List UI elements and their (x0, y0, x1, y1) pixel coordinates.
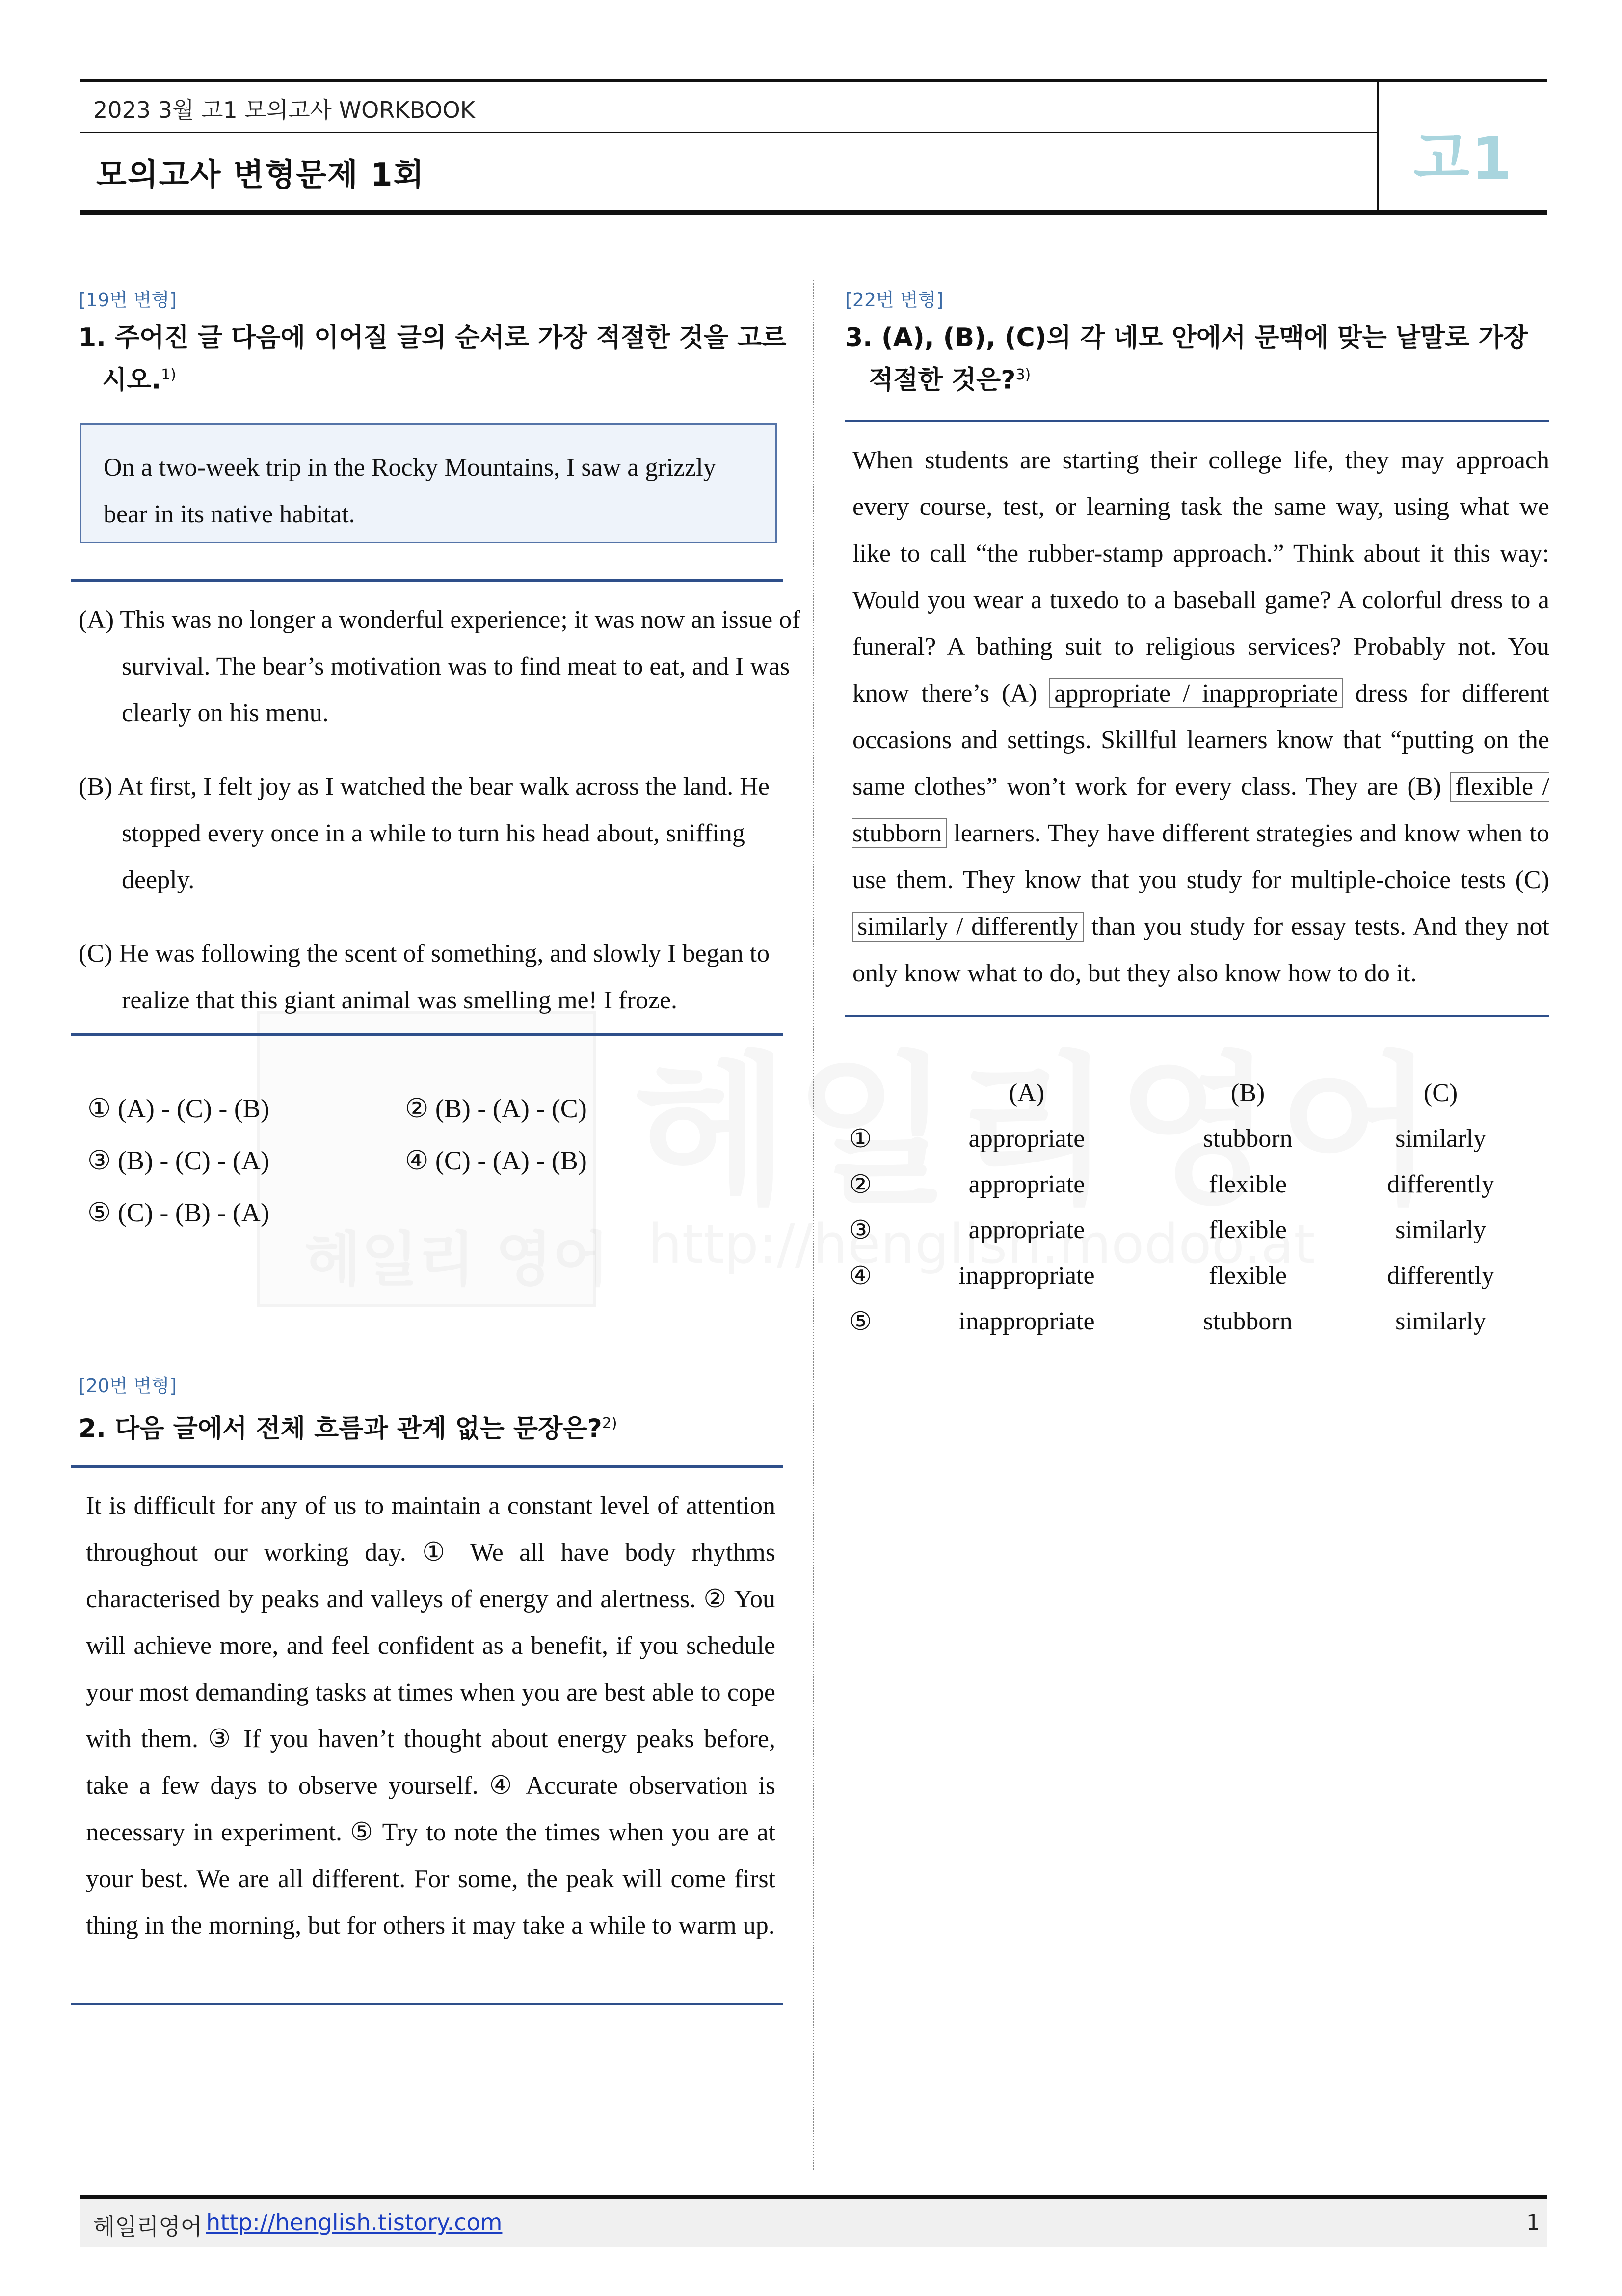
q3-header-a: (A) (1009, 1079, 1045, 1107)
q1-choice-1[interactable]: ① (A) - (C) - (B) (87, 1094, 269, 1123)
q3-row-5-a: inappropriate (958, 1307, 1095, 1335)
q3-row-5-b: stubborn (1203, 1307, 1293, 1335)
q1-title-text: 1. 주어진 글 다음에 이어질 글의 순서로 가장 적절한 것을 고르시오. (79, 323, 787, 395)
q3-row-2-number[interactable]: ② (849, 1170, 872, 1199)
q1-title (79, 319, 788, 399)
q3-answer-row-1[interactable] (849, 1116, 1546, 1162)
q2-title-text: 2. 다음 글에서 전체 흐름과 관계 없는 문장은? (79, 1414, 602, 1444)
q3-row-2-a: appropriate (968, 1170, 1085, 1198)
q3-top-rule (845, 420, 1549, 422)
page-number: 1 (1526, 2210, 1540, 2235)
footer-rule (80, 2195, 1547, 2199)
header-top-rule (80, 79, 1547, 82)
q3-title-text: 3. (A), (B), (C)의 각 네모 안에서 문맥에 맞는 낱말로 가장 적절한 것은? (845, 323, 1528, 395)
header-bottom-rule (80, 210, 1547, 215)
footer-link[interactable]: http://henglish.tistory.com (206, 2209, 503, 2236)
q1-given-text: On a two-week trip in the Rocky Mountains, I saw a grizzly bear in its native habitat. (104, 454, 716, 528)
q3-row-3-c: similarly (1395, 1216, 1487, 1244)
q1-choice-4[interactable]: ④ (C) - (A) - (B) (405, 1146, 587, 1175)
q1-given-sentence-box (80, 423, 777, 543)
q2-passage: It is difficult for any of us to maintain a constant level of attention throughout our working day. ① We all have body rhythms characterised by peaks and valleys of energy and alertness. ② You will achieve more, and feel confident as a benefit, if you schedule your most demanding tasks at times when you are best able to cope with them. ③ If you haven’t thought about energy peaks before, take a few days to observe yourself. ④ Accurate observation is necessary in experiment. ⑤ Try to note the times when you are at your best. We are all different. For some, the peak will come first thing in the morning, but for others it may take a while to warm up. (86, 1492, 775, 1940)
header-subtitle: 2023 3월 고1 모의고사 WORKBOOK (93, 97, 475, 123)
q1-bottom-rule (71, 1033, 783, 1036)
q3-tag: [22번 변형] (845, 289, 944, 311)
q3-passage-part-1: When students are starting their college life, they may approach every course, test, or learning task the same way, using what we like to call “the rubber-stamp approach.” Think about it this way: Would you wear a tuxedo to a baseball game? A colorful dress to a funeral? A bathing suit to religious services? Probably not. You know there’s (A) (852, 446, 1549, 707)
q1-paragraph-b: (B) At first, I felt joy as I watched the bear walk across the land. He stopped every once in a while to turn his head about, sniffing deeply. (79, 773, 770, 894)
q3-row-3-b: flexible (1209, 1216, 1287, 1244)
q1-paragraph-a: (A) This was no longer a wonderful experience; it was now an issue of survival. The bear’s motivation was to find meat to eat, and I was clearly on his menu. (79, 606, 800, 727)
q3-row-1-number[interactable]: ① (849, 1125, 872, 1153)
q2-title (79, 1405, 617, 1447)
q3-row-2-c: differently (1387, 1170, 1494, 1198)
q3-passage-part-3: learners. They have different strategies and know when to use them. They know that you study for multiple-choice tests (C) (852, 819, 1549, 894)
q3-header-b: (B) (1230, 1079, 1265, 1107)
q2-bottom-rule (71, 2003, 783, 2005)
q3-row-5-number[interactable]: ⑤ (849, 1307, 872, 1336)
q3-passage (852, 437, 1549, 997)
q1-choice-3[interactable]: ③ (B) - (C) - (A) (87, 1146, 269, 1175)
q3-bottom-rule (845, 1015, 1549, 1017)
q3-answer-row-2[interactable] (849, 1162, 1546, 1207)
q3-title (845, 319, 1552, 399)
header-vertical-rule (1377, 82, 1379, 210)
q1-tag: [19번 변형] (79, 289, 177, 311)
q3-row-1-b: stubborn (1203, 1125, 1293, 1153)
column-divider (813, 280, 814, 2170)
q3-header-c: (C) (1423, 1079, 1458, 1107)
header-middle-rule (80, 132, 1378, 133)
q3-passage-part-2: dress for different occasions and settings. Skillful learners know that “putting on the same clothes” won’t work for every class. They are (B) (852, 679, 1549, 801)
q3-answer-row-5[interactable] (849, 1298, 1546, 1344)
q3-row-2-b: flexible (1209, 1170, 1287, 1198)
q2-top-rule (71, 1465, 783, 1468)
q3-row-1-a: appropriate (968, 1125, 1085, 1153)
q3-row-3-number[interactable]: ③ (849, 1216, 872, 1244)
q3-row-1-c: similarly (1395, 1125, 1487, 1153)
q3-answer-row-4[interactable] (849, 1253, 1546, 1298)
q3-box-c: similarly / differently (852, 912, 1084, 942)
q3-footnote: 3) (1015, 366, 1031, 383)
watermark-box-text (304, 1213, 609, 1297)
q3-row-4-b: flexible (1209, 1262, 1287, 1290)
q1-footnote: 1) (161, 366, 177, 383)
q3-box-a: appropriate / inappropriate (1049, 678, 1343, 708)
q3-answer-table (849, 1070, 1546, 1344)
q3-passage-part-4: than you study for essay tests. And they not only know what to do, but they also know how to do it. (852, 913, 1549, 987)
q1-choice-5[interactable]: ⑤ (C) - (B) - (A) (87, 1198, 269, 1227)
q2-footnote: 2) (602, 1415, 617, 1432)
footer-brand: 헤일리영어 (93, 2214, 203, 2240)
q1-choice-2[interactable]: ② (B) - (A) - (C) (405, 1094, 587, 1123)
q2-tag: [20번 변형] (79, 1375, 177, 1397)
grade-badge: 고1 (1413, 125, 1514, 192)
q3-row-4-number[interactable]: ④ (849, 1262, 872, 1290)
q3-row-3-a: appropriate (968, 1216, 1085, 1244)
q3-answer-header-row (849, 1070, 1546, 1116)
q1-paragraph-c: (C) He was following the scent of something, and slowly I began to realize that this giant animal was smelling me! I froze. (79, 940, 770, 1014)
q3-row-4-c: differently (1387, 1262, 1494, 1290)
q3-box-b: flexible / stubborn (852, 773, 1549, 847)
q3-row-5-c: similarly (1395, 1307, 1487, 1335)
page-title: 모의고사 변형문제 1회 (96, 157, 425, 193)
q3-answer-row-3[interactable] (849, 1207, 1546, 1253)
q3-row-4-a: inappropriate (958, 1262, 1095, 1290)
q3-header-blank (849, 1070, 893, 1116)
q1-top-rule (71, 579, 783, 582)
